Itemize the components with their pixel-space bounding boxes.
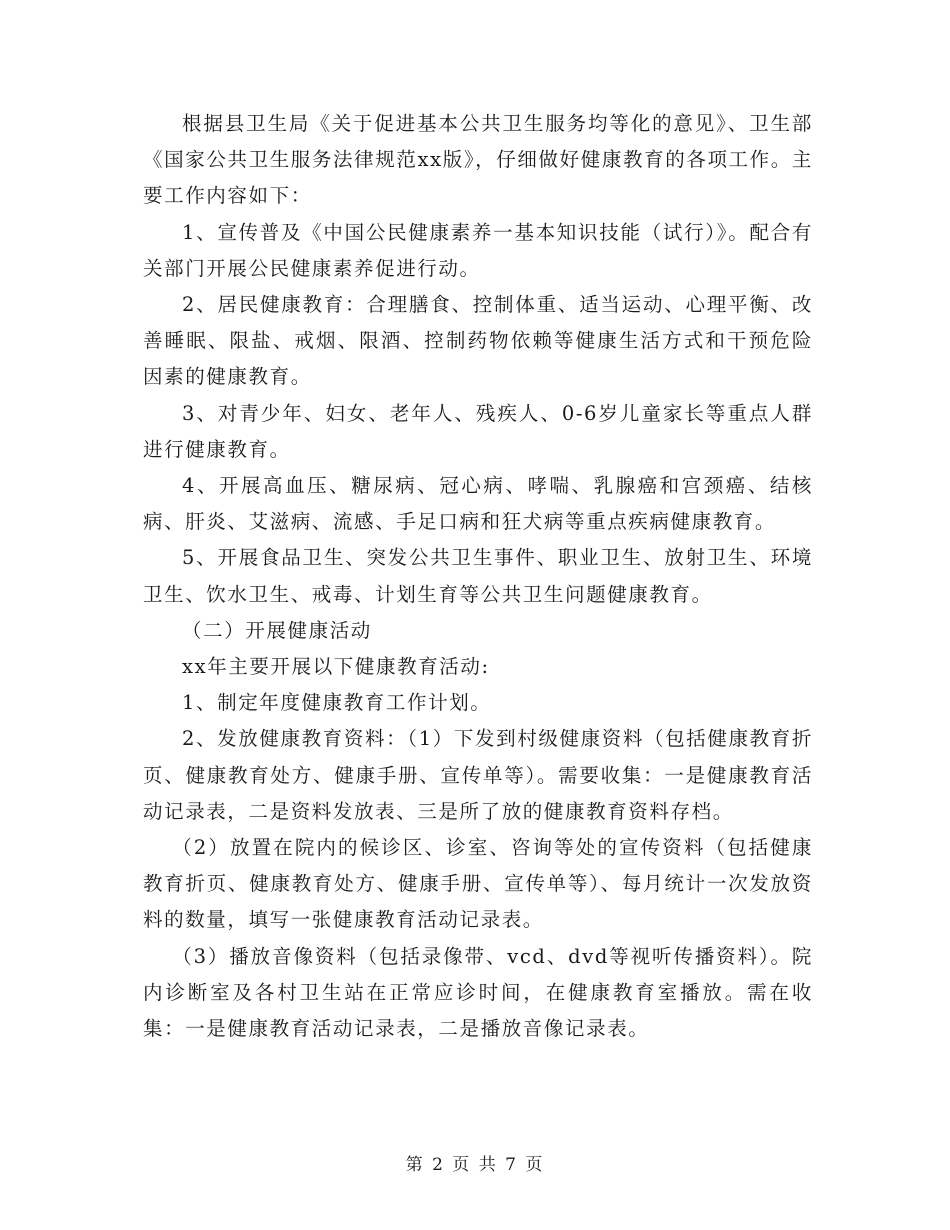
paragraph-activity-2-sub-2: （2）放置在院内的候诊区、诊室、咨询等处的宣传资料（包括健康教育折页、健康教育处方、健康手册、宣传单等）、每月统计一次发放资料的数量，填写一张健康教育活动记录表。: [143, 836, 813, 932]
paragraph-item-5: 5、开展食品卫生、突发公共卫生事件、职业卫生、放射卫生、环境卫生、饮水卫生、戒毒、计划生育等公共卫生问题健康教育。: [143, 546, 813, 606]
document-body: [143, 106, 813, 1047]
paragraph-item-4: 4、开展高血压、糖尿病、冠心病、哮喘、乳腺癌和宫颈癌、结核病、肝炎、艾滋病、流感、手足口病和狂犬病等重点疾病健康教育。: [143, 474, 813, 534]
paragraph-item-2: 2、居民健康教育：合理膳食、控制体重、适当运动、心理平衡、改善睡眠、限盐、戒烟、限酒、控制药物依赖等健康生活方式和干预危险因素的健康教育。: [143, 293, 813, 389]
section-heading: （二）开展健康活动: [182, 618, 372, 642]
paragraph-activities-intro: xx年主要开展以下健康教育活动:: [182, 655, 490, 679]
page-number-footer: 第 2 页 共 7 页: [405, 1155, 545, 1175]
paragraph-activity-1: 1、制定年度健康教育工作计划。: [182, 691, 492, 715]
paragraph-item-1: 1、宣传普及《中国公民健康素养一基本知识技能（试行）》。配合有关部门开展公民健康素养促进行动。: [143, 220, 813, 280]
paragraph-activity-2-sub-3: （3）播放音像资料（包括录像带、vcd、dvd等视听传播资料）。院内诊断室及各村卫生站在正常应诊时间，在健康教育室播放。需在收集：一是健康教育活动记录表，二是播放音像记录表。: [143, 944, 813, 1041]
paragraph-activity-2: 2、发放健康教育资料：（1）下发到村级健康资料（包括健康教育折页、健康教育处方、健康手册、宣传单等）。需要收集：一是健康教育活动记录表，二是资料发放表、三是所了放的健康教育资料存档。: [143, 727, 813, 823]
paragraph-item-3: 3、对青少年、妇女、老年人、残疾人、0-6岁儿童家长等重点人群进行健康教育。: [143, 401, 813, 461]
paragraph-intro: 根据县卫生局《关于促进基本公共卫生服务均等化的意见》、卫生部《国家公共卫生服务法律规范xx版》，仔细做好健康教育的各项工作。主要工作内容如下：: [143, 112, 813, 208]
